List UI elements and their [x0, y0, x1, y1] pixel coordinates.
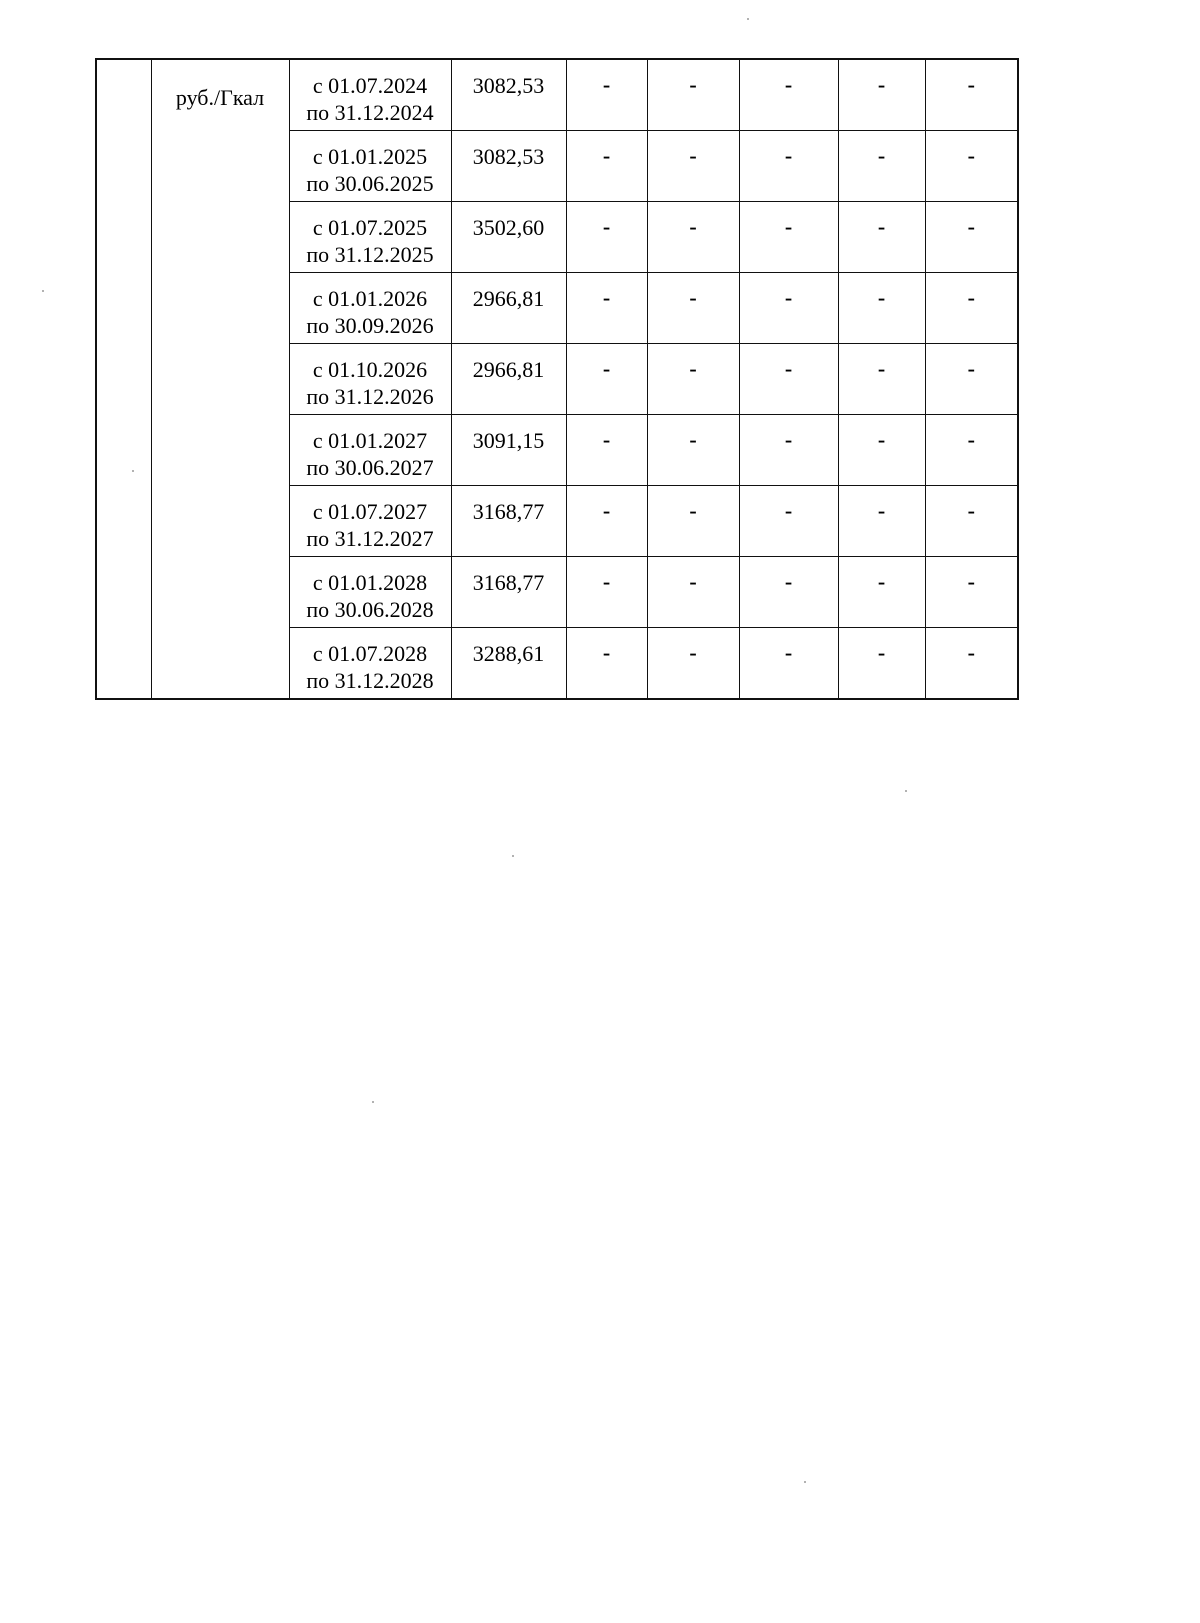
- tariff-value: 3168,77: [472, 570, 545, 595]
- period-from: с 01.01.2025: [312, 144, 428, 169]
- period-to: по 30.09.2026: [306, 313, 434, 338]
- period-to: по 30.06.2025: [306, 171, 434, 196]
- scan-speck: [747, 18, 749, 20]
- period-to: по 31.12.2028: [306, 668, 434, 693]
- dash-cell: [925, 486, 1018, 557]
- dash-cell: [739, 273, 838, 344]
- tariff-value-cell: [451, 486, 566, 557]
- dash-cell: [647, 628, 739, 700]
- dash-cell: [566, 273, 647, 344]
- dash-value: -: [877, 214, 886, 239]
- dash-value: -: [877, 498, 886, 523]
- dash-cell: [925, 415, 1018, 486]
- dash-value: -: [967, 569, 975, 594]
- dash-value: -: [689, 356, 697, 381]
- dash-cell: [838, 131, 925, 202]
- dash-value: -: [877, 143, 886, 168]
- tariff-value-cell: [451, 202, 566, 273]
- dash-value: -: [784, 640, 793, 665]
- period-cell: [289, 59, 451, 131]
- dash-cell: [739, 486, 838, 557]
- dash-value: -: [689, 143, 697, 168]
- period-from: с 01.07.2024: [312, 73, 428, 98]
- period-cell: [289, 415, 451, 486]
- scan-speck: [905, 790, 907, 792]
- dash-value: -: [967, 214, 975, 239]
- dash-cell: [566, 628, 647, 700]
- period-to: по 31.12.2027: [306, 526, 434, 551]
- dash-value: -: [689, 569, 697, 594]
- tariff-value: 3288,61: [472, 641, 545, 666]
- period-cell: [289, 628, 451, 700]
- tariff-value: 3168,77: [472, 499, 545, 524]
- dash-value: -: [689, 72, 697, 97]
- tariff-table: [95, 58, 1019, 700]
- dash-value: -: [602, 498, 611, 523]
- dash-cell: [739, 628, 838, 700]
- dash-cell: [566, 344, 647, 415]
- dash-cell: [566, 202, 647, 273]
- dash-cell: [925, 202, 1018, 273]
- tariff-value: 3502,60: [472, 215, 545, 240]
- dash-cell: [647, 131, 739, 202]
- dash-cell: [925, 131, 1018, 202]
- tariff-value-cell: [451, 557, 566, 628]
- empty-number-cell: [96, 59, 151, 699]
- period-from: с 01.07.2025: [312, 215, 428, 240]
- dash-cell: [647, 415, 739, 486]
- dash-value: -: [784, 214, 793, 239]
- dash-cell: [838, 344, 925, 415]
- dash-value: -: [689, 498, 697, 523]
- tariff-value-cell: [451, 59, 566, 131]
- period-cell: [289, 202, 451, 273]
- period-from: с 01.01.2028: [312, 570, 428, 595]
- scan-speck: [512, 855, 514, 857]
- dash-cell: [925, 628, 1018, 700]
- tariff-value: 2966,81: [472, 286, 545, 311]
- period-cell: [289, 273, 451, 344]
- dash-value: -: [784, 427, 793, 452]
- dash-value: -: [602, 285, 611, 310]
- dash-cell: [566, 557, 647, 628]
- period-from: с 01.10.2026: [312, 357, 428, 382]
- dash-value: -: [877, 72, 886, 97]
- dash-cell: [739, 59, 838, 131]
- period-cell: [289, 131, 451, 202]
- dash-value: -: [689, 285, 697, 310]
- dash-value: -: [602, 72, 611, 97]
- tariff-value-cell: [451, 628, 566, 700]
- period-to: по 31.12.2026: [306, 384, 434, 409]
- dash-value: -: [967, 427, 975, 452]
- tariff-value: 2966,81: [472, 357, 545, 382]
- dash-value: -: [784, 285, 793, 310]
- tariff-value-cell: [451, 344, 566, 415]
- tariff-value-cell: [451, 415, 566, 486]
- dash-cell: [739, 202, 838, 273]
- dash-cell: [838, 59, 925, 131]
- scan-speck: [372, 1101, 374, 1103]
- period-from: с 01.07.2028: [312, 641, 428, 666]
- dash-cell: [925, 344, 1018, 415]
- dash-cell: [647, 59, 739, 131]
- period-to: по 31.12.2025: [306, 242, 434, 267]
- dash-value: -: [602, 569, 611, 594]
- dash-cell: [925, 557, 1018, 628]
- dash-cell: [647, 202, 739, 273]
- period-to: по 30.06.2028: [306, 597, 434, 622]
- dash-cell: [925, 273, 1018, 344]
- dash-value: -: [784, 356, 793, 381]
- period-to: по 31.12.2024: [306, 100, 434, 125]
- table-row: [96, 59, 1018, 131]
- dash-cell: [647, 486, 739, 557]
- period-cell: [289, 486, 451, 557]
- dash-value: -: [877, 569, 886, 594]
- tariff-value: 3082,53: [472, 73, 545, 98]
- dash-cell: [838, 415, 925, 486]
- dash-value: -: [784, 498, 793, 523]
- dash-cell: [838, 273, 925, 344]
- dash-cell: [739, 131, 838, 202]
- tariff-value: 3091,15: [472, 428, 545, 453]
- dash-cell: [566, 415, 647, 486]
- dash-value: -: [967, 72, 975, 97]
- scan-speck: [132, 470, 134, 472]
- dash-cell: [566, 131, 647, 202]
- dash-value: -: [967, 143, 975, 168]
- period-from: с 01.01.2027: [312, 428, 428, 453]
- dash-value: -: [602, 143, 611, 168]
- unit-cell: [151, 59, 289, 699]
- dash-cell: [838, 486, 925, 557]
- dash-value: -: [967, 285, 975, 310]
- dash-value: -: [689, 214, 697, 239]
- dash-value: -: [877, 640, 886, 665]
- dash-value: -: [689, 640, 697, 665]
- dash-value: -: [784, 143, 793, 168]
- period-from: с 01.07.2027: [312, 499, 428, 524]
- dash-value: -: [602, 427, 611, 452]
- tariff-value-cell: [451, 273, 566, 344]
- period-from: с 01.01.2026: [312, 286, 428, 311]
- unit-label: руб./Гкал: [175, 85, 265, 110]
- period-cell: [289, 344, 451, 415]
- dash-cell: [647, 344, 739, 415]
- dash-value: -: [784, 569, 793, 594]
- dash-cell: [566, 486, 647, 557]
- dash-value: -: [877, 285, 886, 310]
- dash-value: -: [877, 427, 886, 452]
- dash-value: -: [784, 72, 793, 97]
- dash-cell: [647, 273, 739, 344]
- dash-value: -: [602, 356, 611, 381]
- period-cell: [289, 557, 451, 628]
- dash-value: -: [602, 640, 611, 665]
- dash-cell: [739, 415, 838, 486]
- dash-value: -: [967, 356, 975, 381]
- dash-cell: [838, 628, 925, 700]
- dash-value: -: [877, 356, 886, 381]
- scan-speck: [804, 1481, 806, 1483]
- dash-value: -: [602, 214, 611, 239]
- dash-cell: [838, 557, 925, 628]
- table-body: [96, 59, 1018, 699]
- dash-cell: [647, 557, 739, 628]
- dash-cell: [925, 59, 1018, 131]
- dash-cell: [566, 59, 647, 131]
- tariff-value: 3082,53: [472, 144, 545, 169]
- scan-speck: [42, 290, 44, 292]
- dash-cell: [838, 202, 925, 273]
- dash-value: -: [689, 427, 697, 452]
- dash-value: -: [967, 498, 975, 523]
- tariff-value-cell: [451, 131, 566, 202]
- dash-cell: [739, 557, 838, 628]
- dash-cell: [739, 344, 838, 415]
- period-to: по 30.06.2027: [306, 455, 434, 480]
- dash-value: -: [967, 640, 975, 665]
